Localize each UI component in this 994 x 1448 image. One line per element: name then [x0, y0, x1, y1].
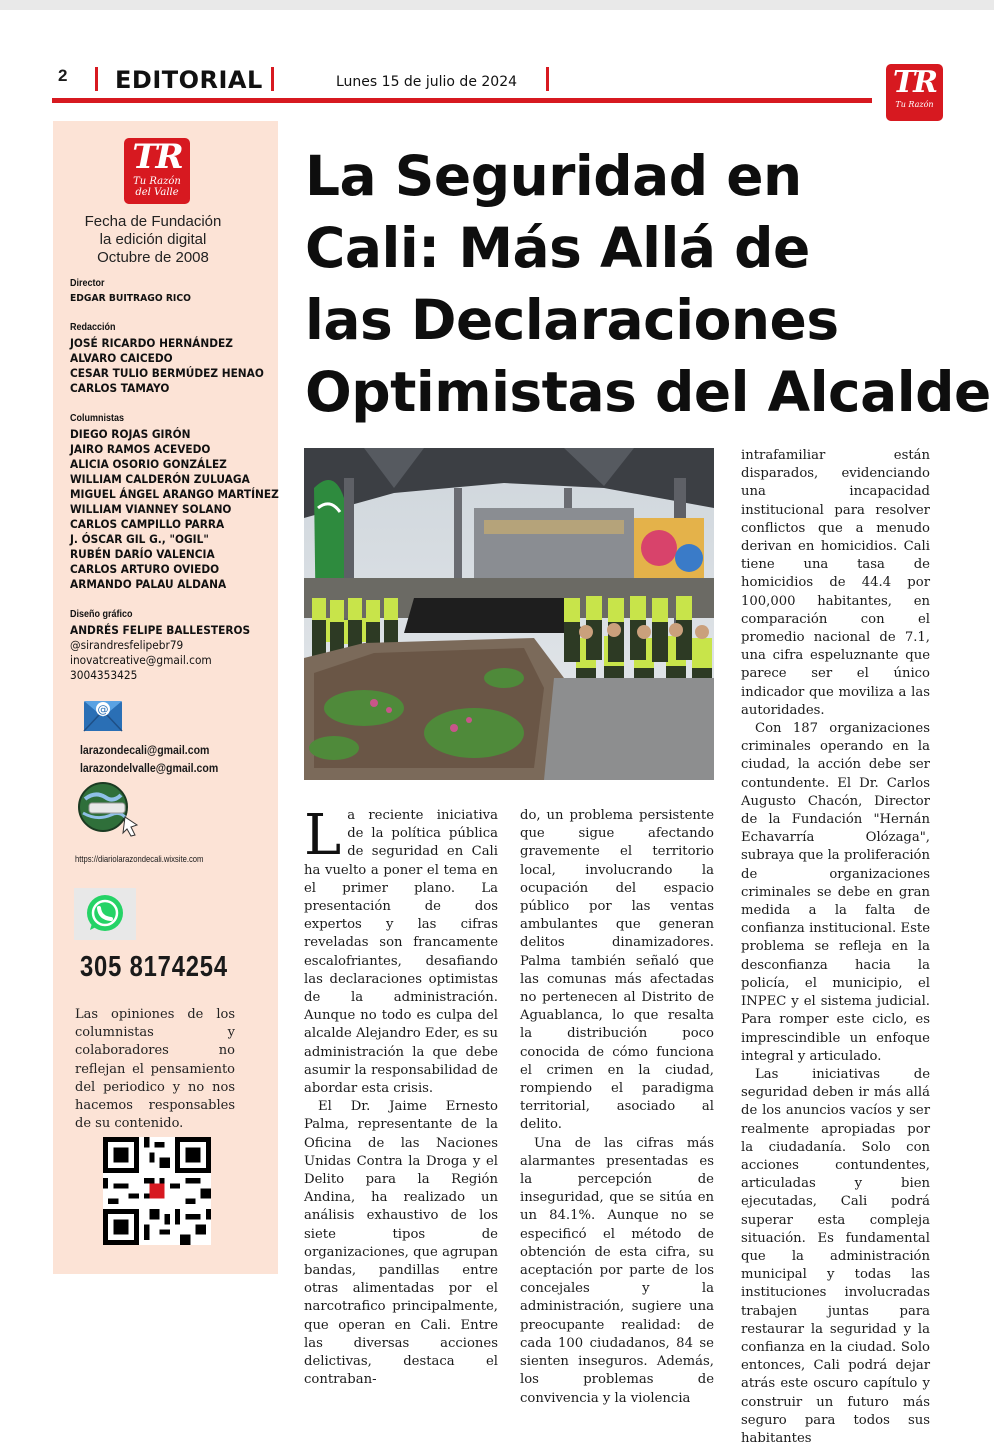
article-photo — [304, 448, 714, 780]
phone-number: 305 8174254 — [80, 951, 228, 983]
globe-icon — [75, 781, 141, 837]
page-number: 2 — [58, 66, 68, 85]
paragraph: Las iniciativas de seguridad deben ir más allá de los anuncios vacíos y ser realmente apropiadas por la ciudadanía. Solo con acciones contundentes, articuladas y bien ejecutadas, Cali podrá superar esta compleja situación. Es fundamental que la administración municipal y todas las instituciones involucradas trabajen juntas para restaurar la seguridad y la confianza en la ciudad. Solo entonces, Cali podrá dejar atrás este oscuro capítulo y construir un futuro más seguro para todos sus habitantes — [741, 1066, 930, 1446]
disclaimer-text: Las opiniones de los columnistas y colaboradores no reflejan el pensamiento del periodico y no nos hacemos responsables de su contenido. — [75, 1007, 235, 1132]
diseno-list: ANDRÉS FELIPE BALLESTEROS @sirandresfelipebr79 inovatcreative@gmail.com 3004353425 — [70, 623, 251, 682]
whatsapp-icon — [74, 888, 136, 940]
paragraph: El Dr. Jaime Ernesto Palma, representante de la Oficina de las Naciones Unidas Contra la Droga y el Delito para la Región Andina, ha realizado un análisis exhaustivo de los siete tipos de organizaciones, que agrupan bandas, pandillas entre otras alimentadas por el narcotrafico principalmente, que operan en Cali. Entre las diversas acciones delictivas, destaca el contraban- — [304, 1099, 498, 1388]
redaccion-label: Redacción — [70, 322, 116, 333]
diseno-label: Diseño gráfico — [70, 609, 133, 620]
paragraph: a reciente iniciativa de la política pública de seguridad en Cali ha vuelto a poner el tema en el primer plano. La presentación de dos expertos y las cifras reveladas son francamente escalofriantes, desafiando las declaraciones optimistas de la administración. Aunque no todo es culpa del alcalde Alejandro Eder, es su administración la que debe asumir la responsabilidad de abordar esta crisis. — [304, 808, 498, 1097]
sidebar-logo: TR Tu Razón del Valle — [124, 138, 190, 204]
header-rule — [52, 98, 872, 103]
website-link[interactable]: https://diariolarazondecali.wixsite.com — [75, 854, 204, 864]
director-name: EDGAR BUITRAGO RICO — [70, 293, 191, 304]
drop-cap: L — [304, 803, 342, 868]
columnistas-label: Columnistas — [70, 413, 125, 424]
contact-emails: larazondecali@gmail.com larazondelvalle@gmail.com — [80, 743, 219, 775]
paragraph: Una de las cifras más alarmantes presentadas es la percepción de inseguridad, que se sitúa en un 84.1%. Aunque no se especificó el método de obtención de esta cifra, su aceptación por parte de los concejales y la administración, sugiere una preocupante realidad: de cada 100 ciudadanos, 84 se sienten inseguros. Además, los problemas de convivencia y la violencia — [520, 1135, 714, 1406]
email-icon — [83, 697, 123, 733]
paragraph: Con 187 organizaciones criminales operando en la ciudad, la acción debe ser contundente. El Dr. Carlos Augusto Chacón, Director de la Fundación "Hernán Echavarría Olózaga", subraya que la proliferación de organizaciones criminales se debe en gran medida a la falta de confianza institucional. Este problema se refleja en la desconfianza hacia la policía, el municipio, el INPEC y el sistema judicial. Para romper este ciclo, es imprescindible un enfoque integral y articulado. — [741, 721, 930, 1064]
section-title: EDITORIAL — [115, 66, 263, 94]
header-divider — [95, 67, 98, 91]
article-column-3 — [741, 447, 930, 1448]
staff-sidebar — [53, 121, 278, 1274]
redaccion-list: JOSÉ RICARDO HERNÁNDEZ ALVARO CAICEDO CESAR TULIO BERMÚDEZ HENAO CARLOS TAMAYO — [70, 336, 264, 395]
top-strip — [0, 0, 994, 10]
header-divider — [271, 67, 274, 91]
article-column-1 — [304, 803, 498, 1390]
masthead-logo: TR Tu Razón — [886, 64, 943, 121]
columnistas-list: DIEGO ROJAS GIRÓN JAIRO RAMOS ACEVEDO ALICIA OSORIO GONZÁLEZ WILLIAM CALDERÓN ZULUAGA MIGUEL ÁNGEL ARANGO MARTÍNEZ WILLIAM VIANNEY SOLANO CARLOS CAMPILLO PARRA J. ÓSCAR GIL G., "OGIL" RUBÉN DARÍO VALENCIA CARLOS ARTURO OVIEDO ARMANDO PALAU ALDANA — [70, 427, 279, 591]
issue-date: Lunes 15 de julio de 2024 — [336, 74, 518, 90]
qr-code-icon — [103, 1137, 211, 1245]
header-divider — [546, 67, 549, 91]
article-headline: La Seguridad en Cali: Más Allá de las Declaraciones Optimistas del Alcalde — [305, 144, 991, 424]
paragraph: do, un problema persistente que sigue afectando gravemente el territorio local, involucrando la ocupación del espacio público por las ventas ambulantes que generan delitos dinamizadores. Palma también señaló que las comunas más afectadas no pertenecen al Distrito de Aguablanca, lo que resalta la distribución poco conocida de cómo funciona el crimen en la ciudad, rompiendo el paradigma territorial, asociado al delito. — [520, 808, 714, 1133]
founding-info: Fecha de Fundación la edición digital Octubre de 2008 — [84, 213, 222, 266]
paragraph: intrafamiliar están disparados, evidenciando una incapacidad institucional para resolver conflictos que a menudo derivan en homicidios. Cali tiene una tasa de homicidios de 44.4 por 100,000 habitantes, en comparación con el promedio nacional de 7.1, una cifra espeluznante que parece ser el único indicador que moviliza a las autoridades. — [741, 448, 930, 718]
director-label: Director — [70, 278, 105, 289]
article-column-2 — [520, 807, 714, 1408]
svg-text:@: @ — [97, 703, 109, 716]
